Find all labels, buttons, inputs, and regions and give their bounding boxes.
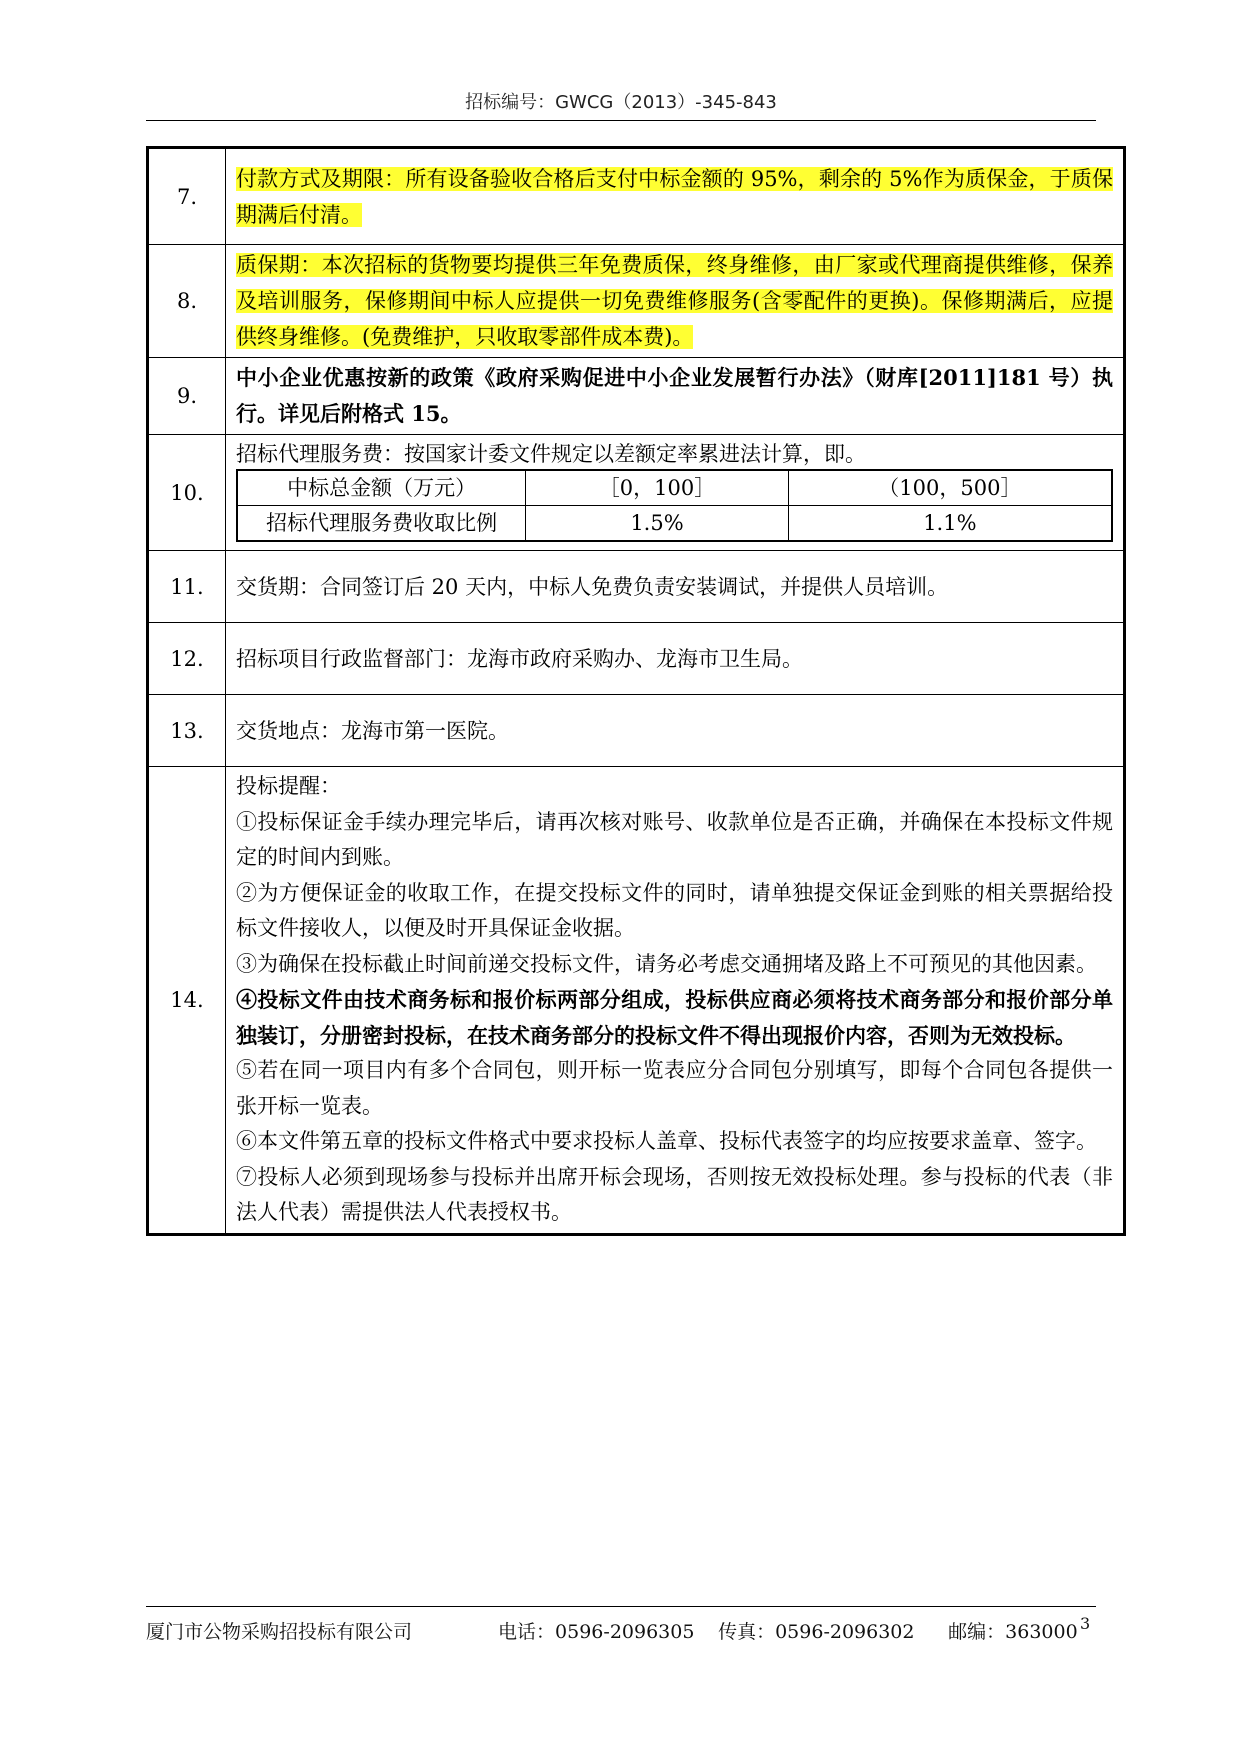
tender-number: 招标编号：GWCG（2013）-345-843: [465, 92, 777, 113]
fee-header-cell: （100，500］: [788, 470, 1112, 506]
reminder-item: ②为方便保证金的收取工作，在提交投标文件的同时，请单独提交保证金到账的相关票据给投标文件接收人，以便及时开具保证金收据。: [236, 880, 1113, 940]
footer-fax: 传真：0596-2096302: [718, 1621, 915, 1643]
fee-cell: 1.5%: [526, 506, 789, 542]
table-row: [148, 623, 1125, 695]
fee-table-row: [237, 506, 1112, 542]
row-content: [226, 148, 1125, 245]
supervision-dept-text: 招标项目行政监督部门：龙海市政府采购办、龙海市卫生局。: [226, 623, 1125, 695]
table-row: [148, 551, 1125, 623]
table-row: [148, 695, 1125, 767]
reminder-item: ①投标保证金手续办理完毕后，请再次核对账号、收款单位是否正确，并确保在本投标文件规定的时间内到账。: [236, 809, 1113, 869]
reminder-title: 投标提醒：: [236, 774, 341, 798]
row-number: 11.: [148, 551, 226, 623]
fee-cell: 招标代理服务费收取比例: [237, 506, 526, 542]
delivery-period-text: 交货期：合同签订后 20 天内，中标人免费负责安装调试，并提供人员培训。: [226, 551, 1125, 623]
footer-phone: 电话：0596-2096305: [498, 1621, 695, 1643]
agency-fee-intro: 招标代理服务费：按国家计委文件规定以差额定率累进法计算，即。: [236, 442, 866, 466]
agency-fee-table: [236, 469, 1113, 542]
page-number: 3: [1080, 1614, 1091, 1633]
reminder-item: ⑦投标人必须到现场参与投标并出席开标会现场，否则按无效投标处理。参与投标的代表（非法人代表）需提供法人代表授权书。: [236, 1164, 1113, 1224]
fee-header-cell: ［0，100］: [526, 470, 789, 506]
fee-cell: 1.1%: [788, 506, 1112, 542]
row-number: 10.: [148, 435, 226, 551]
footer-company: 厦门市公物采购招投标有限公司: [146, 1621, 413, 1643]
fee-table-header-row: [237, 470, 1112, 506]
bidding-reminder: [226, 767, 1125, 1235]
reminder-item: ⑥本文件第五章的投标文件格式中要求投标人盖章、投标代表签字的均应按要求盖章、签字。: [236, 1129, 1097, 1153]
page-header: [146, 88, 1096, 121]
footer-postcode: 邮编：363000: [948, 1621, 1078, 1643]
table-row: [148, 767, 1125, 1235]
table-row: [148, 435, 1125, 551]
row-number: 13.: [148, 695, 226, 767]
row-content: [226, 435, 1125, 551]
table-row: [148, 358, 1125, 435]
reminder-item: ③为确保在投标截止时间前递交投标文件，请务必考虑交通拥堵及路上不可预见的其他因素。: [236, 951, 1097, 976]
sme-policy-text: 中小企业优惠按新的政策《政府采购促进中小企业发展暂行办法》（财库[2011]181 号）执行。详见后附格式 15。: [226, 358, 1125, 435]
reminder-item-important: ④投标文件由技术商务标和报价标两部分组成，投标供应商必须将技术商务部分和报价部分单独装订，分册密封投标，在技术商务部分的投标文件不得出现报价内容，否则为无效投标。: [236, 987, 1113, 1048]
table-row: [148, 245, 1125, 358]
fee-header-cell: 中标总金额（万元）: [237, 470, 526, 506]
reminder-item: ⑤若在同一项目内有多个合同包，则开标一览表应分合同包分别填写，即每个合同包各提供一张开标一览表。: [236, 1058, 1113, 1118]
row-number: 9.: [148, 358, 226, 435]
row-number: 12.: [148, 623, 226, 695]
warranty-text: 质保期：本次招标的货物要均提供三年免费质保，终身维修，由厂家或代理商提供维修，保养及培训服务，保修期间中标人应提供一切免费维修服务(含零配件的更换)。保修期满后，应提供终身维修。(免费维护，只收取零部件成本费)。: [236, 253, 1113, 349]
terms-table: [146, 146, 1126, 1236]
row-number: 14.: [148, 767, 226, 1235]
page-footer: [146, 1606, 1096, 1644]
row-number: 8.: [148, 245, 226, 358]
delivery-place-text: 交货地点：龙海市第一医院。: [226, 695, 1125, 767]
row-number: 7.: [148, 148, 226, 245]
table-row: [148, 148, 1125, 245]
payment-terms-text: 付款方式及期限：所有设备验收合格后支付中标金额的 95%，剩余的 5%作为质保金，于质保期满后付清。: [236, 166, 1113, 227]
row-content: [226, 245, 1125, 358]
